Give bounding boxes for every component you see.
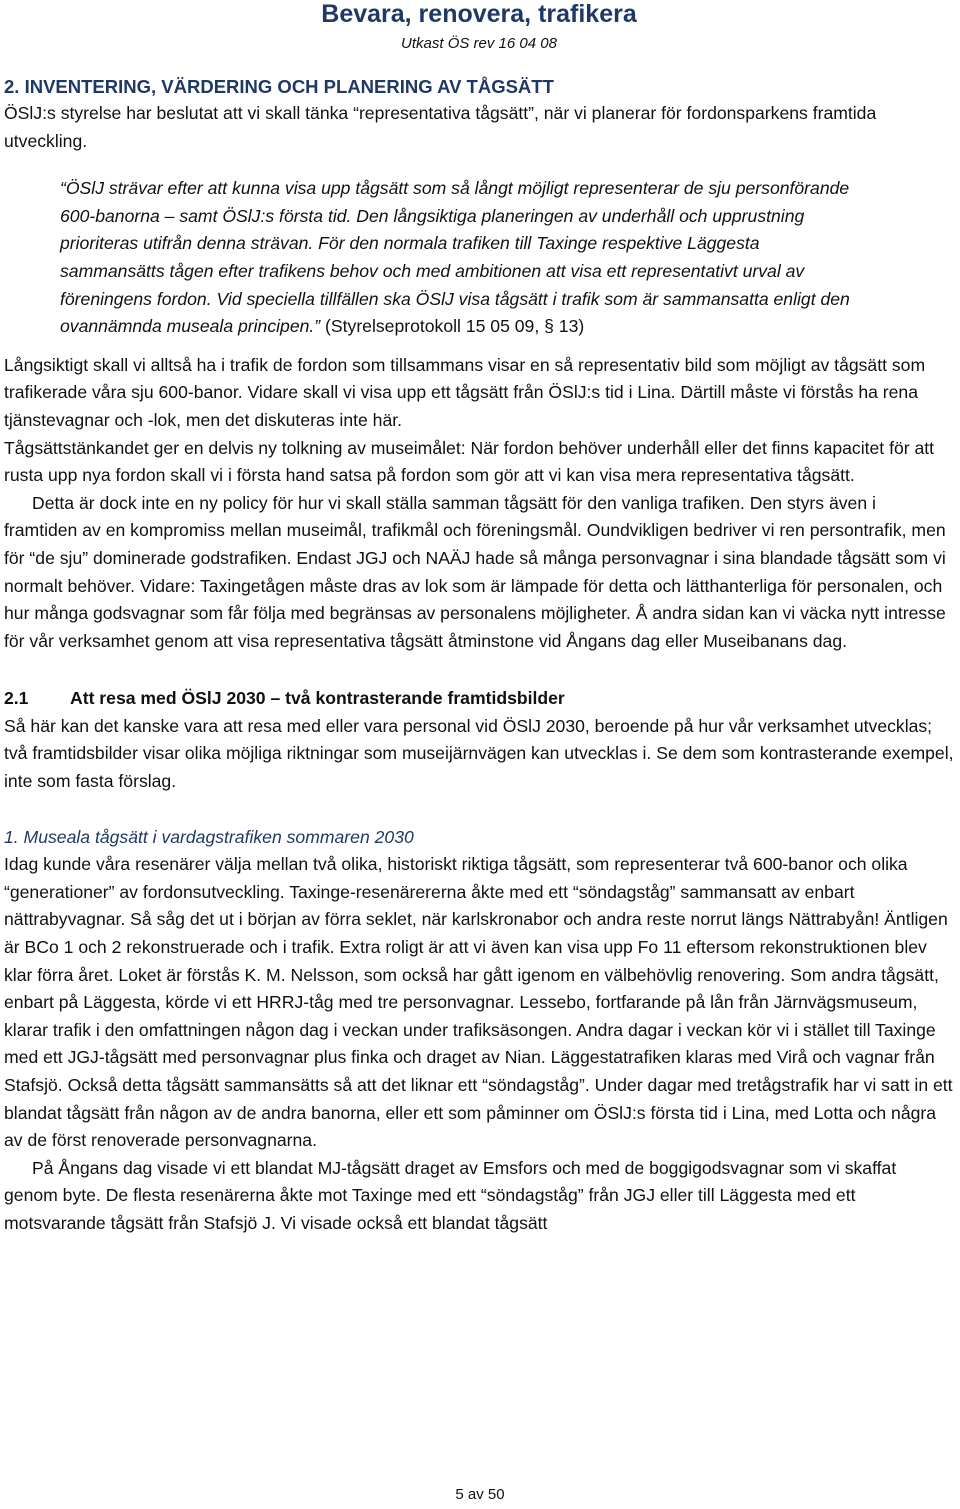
paragraph: Detta är dock inte en ny policy för hur vi skall ställa samman tågsätt för den vanliga trafiken. Den styrs även i framtiden av en kompromiss mellan museimål, trafikmål och föreningsmål. Oundvikligen bedriver vi ren persontrafik, men för “de sju” dominerade godstrafiken. Endast JGJ och NAÄJ hade så många personvagnar i sina blandade tågsätt som vi normalt behöver. Vidare: Taxingetågen måste dras av lok som är lämpade för detta och lätthanterliga för personalen, och hur många godsvagnar som får följa med begränsas av personalens möjligheter. Å andra sidan kan vi väcka nytt intresse för vår verksamhet genom att visa representativa tågsätt åtminstone vid Ångans dag eller Museibanans dag. [4,492,946,651]
subsection-heading [4,685,954,713]
page-number: 5 av 50 [455,1486,505,1503]
section-intro: ÖSlJ:s styrelse har beslutat att vi skall tänka “representativa tågsätt”, när vi planerar för fordonsparkens framtida utveckling. [4,103,877,151]
paragraph: På Ångans dag visade vi ett blandat MJ-tågsätt draget av Emsfors och med de boggigodsvagnar som vi skaffat genom byte. De flesta resenärerna åkte mot Taxinge med ett “söndagståg” från JGJ eller till Läggesta med ett motsvarande tågsätt från Stafsjö J. Vi visade också ett blandat tågsätt [4,1157,897,1233]
quote-text: “ÖSlJ strävar efter att kunna visa upp tågsätt som så långt möjligt representerar de sju personförande 600-banorna – samt ÖSlJ:s första tid. Den långsiktiga planeringen av underhåll och upprustning prioriteras utifrån denna strävan. För den normala trafiken till Taxinge respektive Läggesta sammansätts tågen efter trafikens behov och med ambitionen att visa ett representativt urval av föreningens fordon. Vid speciella tillfällen ska ÖSlJ visa tågsätt i trafik som är sammansatta enligt den ovannämnda museala principen.” [60,178,850,337]
subsection-number: 2.1 [4,688,29,709]
section-heading: 2. INVENTERING, VÄRDERING OCH PLANERING AV TÅGSÄTT [4,76,554,97]
document-page [4,0,954,1238]
document-title: Bevara, renovera, trafikera [321,0,637,28]
scenario-heading: 1. Museala tågsätt i vardagstrafiken sommaren 2030 [4,826,414,847]
draft-revision: Utkast ÖS rev 16 04 08 [401,35,557,52]
subsection-title: Att resa med ÖSlJ 2030 – två kontrasterande framtidsbilder [70,688,565,709]
board-quote [60,175,850,341]
quote-source: (Styrelseprotokoll 15 05 09, § 13) [320,316,585,337]
paragraph: Långsiktigt skall vi alltså ha i trafik de fordon som tillsammans visar en så representativ bild som möjligt av tågsätt som trafikerade våra sju 600-banor. Vidare skall vi visa upp ett tågsätt från ÖSlJ:s tid i Lina. Därtill måste vi förstås ha rena tjänstevagnar och -lok, men det diskuteras inte här. [4,354,926,430]
paragraph: Idag kunde våra resenärer välja mellan två olika, historiskt riktiga tågsätt, som representerar två 600-banor och olika “generationer” av fordonsutveckling. Taxinge-resenärererna åkte med ett “söndagståg” sammansatt av enbart nättrabyvagnar. Så såg det ut i början av förra seklet, när karlskronabor och andra reste norrut längs Nättrabyån! Äntligen är BCo 1 och 2 rekonstruerade och i trafik. Extra roligt är att vi även kan visa upp Fo 11 eftersom rekonstruktionen blev klar förra året. Loket är förstås K. M. Nelsson, som också har gått igenom en välbehövlig renovering. Som andra tågsätt, enbart på Läggesta, körde vi ett HRRJ-tåg med tre personvagnar. Lessebo, fortfarande på lån från Järnvägsmuseum, klarar trafik i den omfattningen någon dag i veckan under trafiksäsongen. Andra dagar i veckan kör vi i stället till Taxinge med ett JGJ-tågsätt med personvagnar plus finka och draget av Nian. Läggestatrafiken klaras med Virå och vagnar från Stafsjö. Också detta tågsätt sammansätts så att det liknar ett “söndagståg”. Under dagar med tretågstrafik har vi satt in ett blandat tågsätt från någon av de andra banorna, eller ett som påminner om ÖSlJ:s första tid i Lina, med Lotta och några av de först renoverade personvagnarna. [4,854,953,1151]
paragraph: Tågsättstänkandet ger en delvis ny tolkning av museimålet: När fordon behöver underhåll eller det finns kapacitet för att rusta upp nya fordon skall vi i första hand satsa på fordon som gör att vi kan visa mera representativa tågsätt. [4,437,935,486]
subsection-intro: Så här kan det kanske vara att resa med eller vara personal vid ÖSlJ 2030, beroende på hur vår verksamhet utvecklas; två framtidsbilder visar olika möjliga riktningar som museijärnvägen kan utvecklas i. Se dem som kontrasterande exempel, inte som fasta förslag. [4,715,954,792]
